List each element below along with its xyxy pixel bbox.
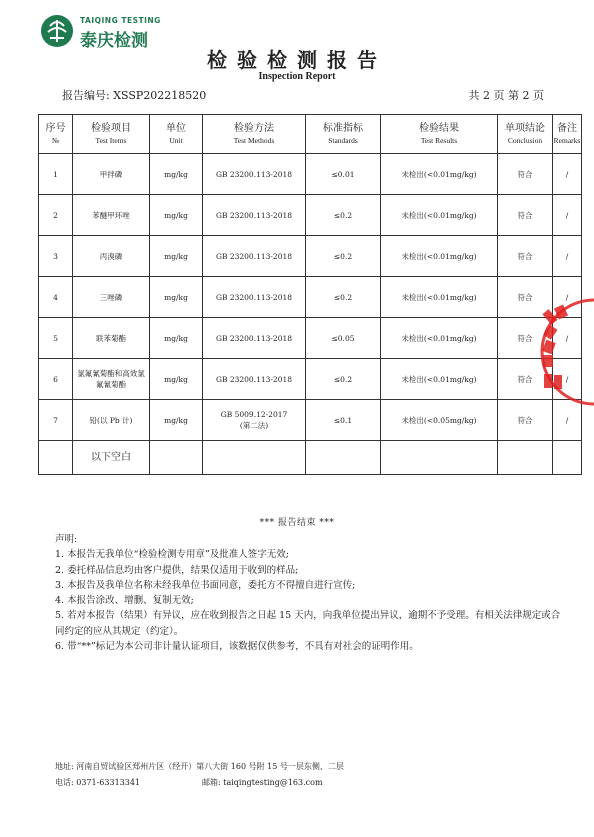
cell-method: GB 23200.113-2018 bbox=[203, 195, 306, 236]
header-no: 序号 № bbox=[39, 115, 73, 154]
cell-conclusion: 符合 bbox=[498, 318, 553, 359]
report-number: 报告编号: XSSP202218520 bbox=[62, 89, 207, 102]
empty-cell bbox=[39, 441, 73, 475]
statement-item: 1. 本报告无我单位“检验检测专用章”及批准人签字无效; bbox=[55, 549, 289, 561]
cell-test-item: 苯醚甲环唑 bbox=[73, 195, 150, 236]
header-test-results: 检验结果 Test Results bbox=[381, 115, 498, 154]
report-end-mark: *** 报告结束 *** bbox=[259, 518, 335, 528]
table-row bbox=[39, 154, 582, 195]
cell-test-item: 甲拌磷 bbox=[73, 154, 150, 195]
cell-conclusion: 符合 bbox=[498, 400, 553, 441]
cell-no: 7 bbox=[39, 400, 73, 441]
cell-result: 未检出(<0.01mg/kg) bbox=[381, 359, 498, 400]
empty-cell bbox=[381, 441, 498, 475]
header-remarks: 备注 Remarks bbox=[553, 115, 582, 154]
cell-unit: mg/kg bbox=[150, 154, 203, 195]
cell-test-item: 氯氟氰菊酯和高效氯氟氰菊酯 bbox=[73, 359, 150, 400]
table-row bbox=[39, 441, 582, 475]
cell-no: 6 bbox=[39, 359, 73, 400]
statement-item: 4. 本报告涂改、增删、复制无效; bbox=[55, 595, 194, 607]
report-subtitle: Inspection Report bbox=[258, 71, 336, 82]
header-unit: 单位 Unit bbox=[150, 115, 203, 154]
cell-no: 1 bbox=[39, 154, 73, 195]
header-conclusion: 单项结论 Conclusion bbox=[498, 115, 553, 154]
empty-cell bbox=[553, 441, 582, 475]
cell-unit: mg/kg bbox=[150, 318, 203, 359]
logo-english-name: TAIQING TESTING bbox=[80, 16, 161, 25]
cell-no: 2 bbox=[39, 195, 73, 236]
statement-item: 2. 委托样品信息均由客户提供，结果仅适用于收到的样品; bbox=[55, 564, 299, 576]
cell-conclusion: 符合 bbox=[498, 154, 553, 195]
inspection-results-table bbox=[38, 114, 582, 475]
cell-test-item: 三唑磷 bbox=[73, 277, 150, 318]
company-address: 地址: 河南自贸试验区郑州片区（经开）第八大街 160 号附 15 号一层东侧、二层 bbox=[55, 762, 344, 771]
cell-method: GB 23200.113-2018 bbox=[203, 318, 306, 359]
statement-item: 5. 若对本报告（结果）有异议，应在收到报告之日起 15 天内，向我单位提出异议，逾期不予受理。有相关法律规定或合同约定的应从其规定（约定）。 bbox=[55, 610, 561, 637]
empty-cell bbox=[306, 441, 381, 475]
empty-cell bbox=[203, 441, 306, 475]
cell-result: 未检出(<0.05mg/kg) bbox=[381, 400, 498, 441]
report-title: 检验检测报告 bbox=[207, 48, 387, 72]
logo-chinese-name: 泰庆检测 bbox=[80, 31, 148, 51]
page-indicator: 共 2 页 第 2 页 bbox=[468, 89, 544, 102]
header-test-items: 检验项目 Test Items bbox=[73, 115, 150, 154]
statement-item: 3. 本报告及我单位名称未经我单位书面同意，委托方不得擅自进行宣传; bbox=[55, 579, 356, 591]
cell-remarks: / bbox=[553, 195, 582, 236]
cell-conclusion: 符合 bbox=[498, 277, 553, 318]
cell-method: GB 23200.113-2018 bbox=[203, 359, 306, 400]
cell-result: 未检出(<0.01mg/kg) bbox=[381, 236, 498, 277]
cell-remarks: / bbox=[553, 277, 582, 318]
cell-result: 未检出(<0.01mg/kg) bbox=[381, 154, 498, 195]
header-standards: 标准指标 Standards bbox=[306, 115, 381, 154]
cell-remarks: / bbox=[553, 400, 582, 441]
cell-unit: mg/kg bbox=[150, 195, 203, 236]
cell-no: 4 bbox=[39, 277, 73, 318]
cell-test-item: 铅(以 Pb 计) bbox=[73, 400, 150, 441]
table-row bbox=[39, 236, 582, 277]
cell-remarks: / bbox=[553, 318, 582, 359]
table-row bbox=[39, 400, 582, 441]
header-test-methods: 检验方法 Test Methods bbox=[203, 115, 306, 154]
cell-remarks: / bbox=[553, 154, 582, 195]
company-phone: 电话: 0371-63313341 bbox=[55, 778, 141, 787]
cell-test-item: 丙溴磷 bbox=[73, 236, 150, 277]
blank-below-note: 以下空白 bbox=[73, 441, 150, 475]
cell-method: GB 23200.113-2018 bbox=[203, 154, 306, 195]
table-row bbox=[39, 318, 582, 359]
statement-block bbox=[55, 532, 565, 654]
cell-standard: ≤0.01 bbox=[306, 154, 381, 195]
cell-remarks: / bbox=[553, 236, 582, 277]
table-header-row bbox=[39, 115, 582, 154]
table-row bbox=[39, 195, 582, 236]
cell-result: 未检出(<0.01mg/kg) bbox=[381, 195, 498, 236]
table-row bbox=[39, 359, 582, 400]
cell-result: 未检出(<0.01mg/kg) bbox=[381, 277, 498, 318]
cell-unit: mg/kg bbox=[150, 400, 203, 441]
cell-conclusion: 符合 bbox=[498, 195, 553, 236]
cell-conclusion: 符合 bbox=[498, 236, 553, 277]
cell-standard: ≤0.2 bbox=[306, 236, 381, 277]
cell-standard: ≤0.2 bbox=[306, 359, 381, 400]
cell-standard: ≤0.05 bbox=[306, 318, 381, 359]
cell-standard: ≤0.2 bbox=[306, 277, 381, 318]
table-body bbox=[39, 154, 582, 475]
cell-method: GB 23200.113-2018 bbox=[203, 277, 306, 318]
statement-title: 声明: bbox=[55, 534, 78, 545]
table-row bbox=[39, 277, 582, 318]
empty-cell bbox=[150, 441, 203, 475]
company-email: 邮箱: taiqingtesting@163.com bbox=[202, 778, 323, 787]
cell-test-item: 联苯菊酯 bbox=[73, 318, 150, 359]
company-logo-icon bbox=[40, 14, 74, 48]
cell-unit: mg/kg bbox=[150, 359, 203, 400]
cell-result: 未检出(<0.01mg/kg) bbox=[381, 318, 498, 359]
inspection-seal-stamp-icon bbox=[532, 296, 594, 408]
cell-unit: mg/kg bbox=[150, 236, 203, 277]
cell-unit: mg/kg bbox=[150, 277, 203, 318]
cell-conclusion: 符合 bbox=[498, 359, 553, 400]
empty-cell bbox=[498, 441, 553, 475]
cell-no: 5 bbox=[39, 318, 73, 359]
cell-standard: ≤0.2 bbox=[306, 195, 381, 236]
cell-no: 3 bbox=[39, 236, 73, 277]
cell-remarks: / bbox=[553, 359, 582, 400]
cell-method: GB 23200.113-2018 bbox=[203, 236, 306, 277]
cell-method: GB 5009.12-2017 (第二法) bbox=[203, 400, 306, 441]
cell-standard: ≤0.1 bbox=[306, 400, 381, 441]
statement-item: 6. 带“**”标记为本公司非计量认证项目，该数据仅供参考，不具有对社会的证明作用。 bbox=[55, 641, 419, 653]
